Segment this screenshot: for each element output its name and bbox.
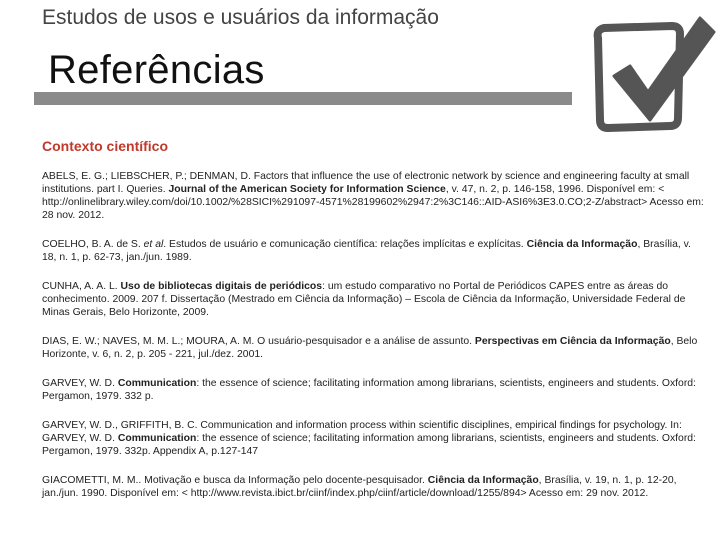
checkmark-box-icon [568, 0, 720, 152]
page-title: Referências [48, 48, 265, 92]
reference-item: GIACOMETTI, M. M.. Motivação e busca da Informação pelo docente-pesquisador. Ciência da Informação, Brasília, v. 19, n. 1, p. 12-20, jan./jun. 1990. Disponível em: < http://www.revista.ibict.br/ciinf/index.php/ciinf/article/download/1255/894> Acesso em: 29 nov. 2012. [42, 475, 677, 499]
reference-item: GARVEY, W. D., GRIFFITH, B. C. Communication and information process within scientific disciplines, empirical findings for psychology. In: GARVEY, W. D. Communication: the essence of science; facilitating information among librarians, scientists, engineers and students. Oxford: Pergamon, 1979. 332p. Appendix A, p.127-147 [42, 420, 696, 457]
section-heading: Contexto científico [42, 138, 169, 154]
reference-item: GARVEY, W. D. Communication: the essence of science; facilitating information among librarians, scientists, engineers and students. Oxford: Pergamon, 1979. 332 p. [42, 378, 696, 402]
course-header: Estudos de usos e usuários da informação [42, 6, 439, 29]
references-list [42, 170, 706, 516]
reference-item: COELHO, B. A. de S. et al. Estudos de usuário e comunicação científica: relações implícitas e explícitas. Ciência da Informação, Brasília, v. 18, n. 1, p. 62-73, jan./jun. 1989. [42, 239, 691, 263]
title-underline-bar [34, 92, 572, 105]
reference-item: DIAS, E. W.; NAVES, M. M. L.; MOURA, A. M. O usuário-pesquisador e a análise de assunto. Perspectivas em Ciência da Informação, Belo Horizonte, v. 6, n. 2, p. 205 - 221, jul./dez. 2001. [42, 336, 698, 360]
reference-item: CUNHA, A. A. L. Uso de bibliotecas digitais de periódicos: um estudo comparativo no Portal de Periódicos CAPES entre as áreas do conhecimento. 2009. 207 f. Dissertação (Mestrado em Ciência da Informação) – Escola de Ciência da Informação, Universidade Federal de Minas Gerais, Belo Horizonte, 2009. [42, 281, 686, 318]
reference-item: ABELS, E. G.; LIEBSCHER, P.; DENMAN, D. Factors that influence the use of electronic network by science and engineering faculty at small institutions. part I. Queries. Journal of the American Society for Information Science, v. 47, n. 2, p. 146-158, 1996. Disponível em: < http://onlinelibrary.wiley.com/doi/10.1002/%28SICI%291097-4571%28199602%2947:2%3C146::AID-ASI6%3E3.0.CO;2-Z/abstract> Acesso em: 28 nov. 2012. [42, 171, 704, 221]
